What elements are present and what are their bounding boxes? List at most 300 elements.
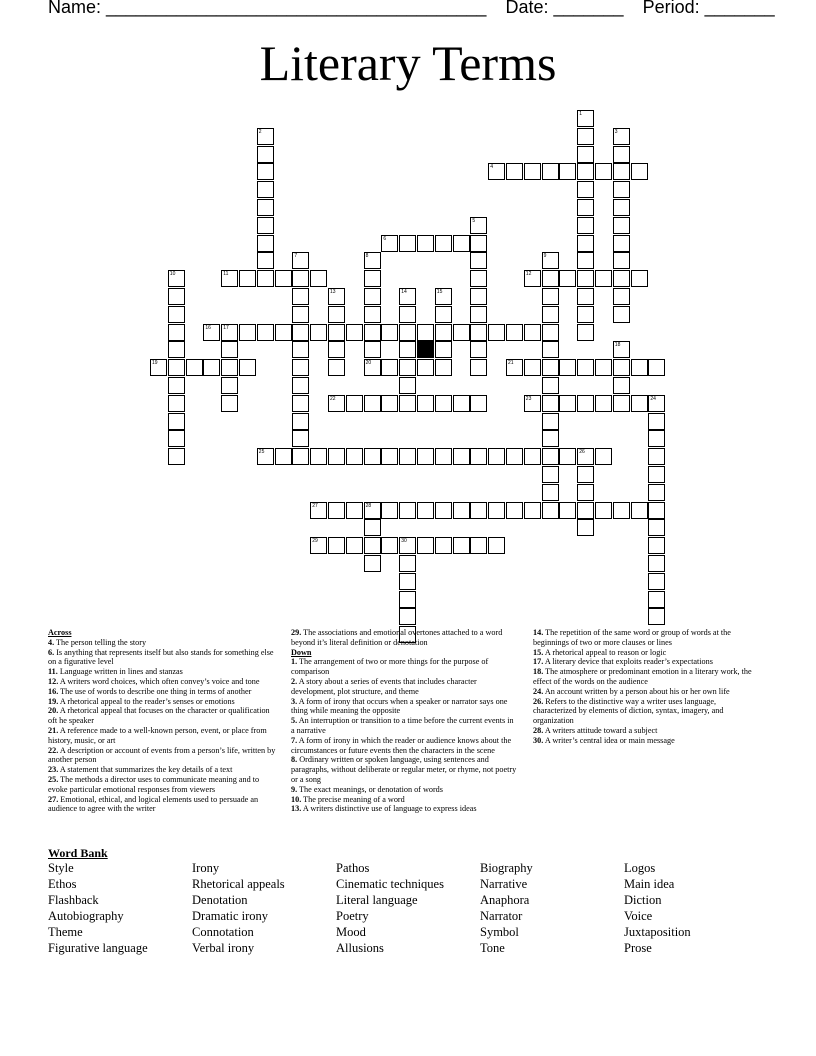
crossword-cell[interactable] [399,555,416,572]
crossword-cell[interactable] [168,341,185,358]
clues-column-2 [291,628,519,814]
crossword-cell[interactable] [613,163,630,180]
crossword-cell[interactable] [613,359,630,376]
crossword-cell[interactable] [613,217,630,234]
crossword-cell[interactable] [542,448,559,465]
crossword-cell[interactable] [470,306,487,323]
crossword-cell[interactable] [239,324,256,341]
clue-number: 24 [650,395,656,402]
word-bank-item: Voice [624,909,653,923]
crossword-cell[interactable] [381,448,398,465]
clue-number: 13 [330,289,336,295]
crossword-cell[interactable] [275,270,292,287]
crossword-cell[interactable] [221,377,238,394]
clue-number: 4 [490,164,493,171]
word-bank-item: Verbal irony [192,941,255,955]
crossword-cell[interactable] [524,395,541,412]
crossword-cell[interactable] [381,359,398,376]
crossword-cell[interactable] [506,163,523,180]
crossword-cell[interactable] [257,217,274,234]
crossword-cell[interactable] [381,395,398,412]
crossword-cell[interactable] [435,448,452,465]
crossword-cell[interactable] [595,270,612,287]
crossword-cell[interactable] [168,395,185,412]
crossword-cell[interactable] [577,502,594,519]
word-bank-title: Word Bank [48,846,108,860]
crossword-cell[interactable] [328,306,345,323]
crossword-cell[interactable] [559,448,576,465]
crossword-cell[interactable] [577,235,594,252]
crossword-cell[interactable] [292,430,309,447]
crossword-cell[interactable] [221,324,238,341]
crossword-cell[interactable] [168,377,185,394]
crossword-cell[interactable] [577,110,594,127]
word-bank-item: Pathos [336,861,370,875]
crossword-cell[interactable] [168,413,185,430]
clue-item: 6. Is anything that represents itself but also stands for something else on a figurative level [48,647,274,667]
clue-number: 18 [614,342,621,349]
word-bank-item: Theme [48,925,83,939]
crossword-cell[interactable] [613,199,630,216]
crossword-cell[interactable] [577,217,594,234]
crossword-cell[interactable] [470,341,487,358]
crossword-cell[interactable] [470,235,487,252]
clue-item: 4. The person telling the story [48,637,147,647]
crossword-cell[interactable] [453,235,470,252]
crossword-cell[interactable] [399,235,416,252]
crossword-cell[interactable] [470,502,487,519]
crossword-cell[interactable] [292,395,309,412]
crossword-cell[interactable] [346,537,363,554]
crossword-cell[interactable] [292,359,309,376]
crossword-cell[interactable] [328,537,345,554]
word-bank-item: Cinematic techniques [336,877,444,891]
crossword-cell[interactable] [524,324,541,341]
name-field[interactable]: Name: ______________________________________ [48,0,487,17]
crossword-cell[interactable] [524,448,541,465]
clue-item: 10. The precise meaning of a word [291,794,405,804]
crossword-cell[interactable] [257,324,274,341]
crossword-cell[interactable] [221,341,238,358]
crossword-cell[interactable] [399,395,416,412]
crossword-cell[interactable] [577,484,594,501]
crossword-cell[interactable] [542,341,559,358]
crossword-cell[interactable] [417,359,434,376]
crossword-cell[interactable] [542,270,559,287]
crossword-cell[interactable] [648,519,665,536]
crossword-cell[interactable] [168,359,185,376]
crossword-cell[interactable] [257,146,274,163]
crossword-cell[interactable] [381,235,398,252]
crossword-cell[interactable] [470,324,487,341]
crossword-cell[interactable] [453,395,470,412]
crossword-cell[interactable] [257,163,274,180]
crossword-cell[interactable] [399,537,416,554]
crossword-cell[interactable] [257,252,274,269]
crossword-cell[interactable] [613,128,630,145]
crossword-cell[interactable] [453,502,470,519]
crossword-cell[interactable] [399,448,416,465]
clue-item: 25. The methods a director uses to communicate meaning and to evoke particular emotional responses from viewers [48,774,260,794]
crossword-cell[interactable] [417,395,434,412]
crossword-cell[interactable] [292,252,309,269]
crossword-cell[interactable] [168,288,185,305]
crossword-cell[interactable] [203,324,220,341]
crossword-cell[interactable] [506,324,523,341]
word-bank-item: Tone [480,941,505,955]
crossword-cell[interactable] [399,591,416,608]
clue-item: 24. An account written by a person about his or her own life [533,686,730,696]
clue-item: 9. The exact meanings, or denotation of words [291,784,443,794]
crossword-cell[interactable] [648,591,665,608]
clue-item: 23. A statement that summarizes the key details of a text [48,765,233,775]
clue-item: 5. An interruption or transition to a time before the current events in a narrative [291,716,514,735]
crossword-cell[interactable] [364,306,381,323]
crossword-cell[interactable] [275,448,292,465]
crossword-cell[interactable] [364,519,381,536]
crossword-cell[interactable] [435,306,452,323]
word-bank-item: Juxtaposition [624,925,691,939]
crossword-cell[interactable] [648,448,665,465]
word-bank-item: Main idea [624,877,675,891]
word-bank-item: Connotation [192,925,254,939]
crossword-cell[interactable] [186,359,203,376]
clue-number: 5 [472,217,476,224]
crossword-cell[interactable] [364,252,381,269]
crossword-cell[interactable] [381,537,398,554]
crossword-cell[interactable] [399,306,416,323]
crossword-cell[interactable] [346,448,363,465]
crossword-cell[interactable] [453,537,470,554]
crossword-cell[interactable] [399,288,416,305]
period-field[interactable]: Period: _______ [642,0,775,17]
crossword-cell[interactable] [595,359,612,376]
crossword-cell[interactable] [292,288,309,305]
clue-number: 28 [365,502,372,509]
clue-item: 12. A writers word choices, which often convey’s voice and tone [48,676,260,686]
crossword-cell[interactable] [435,502,452,519]
crossword-cell[interactable] [595,163,612,180]
crossword-cell[interactable] [559,270,576,287]
crossword-cell[interactable] [470,359,487,376]
crossword-cell[interactable] [577,306,594,323]
word-bank-item: Figurative language [48,941,148,955]
crossword-cell[interactable] [417,537,434,554]
crossword-cell[interactable] [221,270,238,287]
crossword-cell[interactable] [364,324,381,341]
crossword-cell[interactable] [542,430,559,447]
crossword-cell[interactable] [524,502,541,519]
clue-number: 11 [223,271,229,278]
crossword-cell[interactable] [399,608,416,625]
clue-item: 20. A rhetorical appeal that focuses on the character or qualification oft he speaker [48,706,270,726]
crossword-cell[interactable] [488,324,505,341]
word-bank-item: Logos [624,861,656,875]
crossword-cell[interactable] [292,377,309,394]
crossword-cell[interactable] [435,288,452,305]
clue-item: 27. Emotional, ethical, and logical elements used to persuade an audience to agree with the writer [48,794,259,814]
crossword-cell[interactable] [417,448,434,465]
crossword-cell[interactable] [292,306,309,323]
crossword-cell[interactable] [310,502,327,519]
crossword-cell[interactable] [613,235,630,252]
header-fields [48,0,789,18]
crossword-cell[interactable] [257,235,274,252]
crossword-cell[interactable] [399,573,416,590]
crossword-cell[interactable] [168,270,185,287]
crossword-cell[interactable] [577,128,594,145]
crossword-cell[interactable] [310,537,327,554]
crossword-cell[interactable] [542,377,559,394]
crossword-cell[interactable] [417,502,434,519]
crossword-cell[interactable] [292,448,309,465]
crossword-cell[interactable] [470,288,487,305]
crossword-cell[interactable] [364,448,381,465]
crossword-cell[interactable] [150,359,167,376]
crossword-cell[interactable] [542,413,559,430]
clue-item: 26. Refers to the distinctive way a writer uses language, characterized by elements of diction, syntax, imagery, and organization [533,696,724,726]
clue-number: 23 [525,395,532,402]
crossword-cell[interactable] [470,252,487,269]
crossword-cell[interactable] [631,502,648,519]
crossword-cell[interactable] [542,306,559,323]
crossword-cell[interactable] [577,448,594,465]
clue-item: 19. A rhetorical appeal to the reader’s senses or emotions [48,696,235,706]
crossword-cell[interactable] [328,359,345,376]
crossword-cell[interactable] [613,502,630,519]
crossword-cell[interactable] [542,502,559,519]
crossword-cell[interactable] [631,359,648,376]
clue-item: 18. The atmosphere or predominant emotion in a literary work, the effect of the words on the audience [533,667,752,686]
crossword-cell[interactable] [257,270,274,287]
crossword-cell[interactable] [257,181,274,198]
crossword-cell[interactable] [595,395,612,412]
crossword-cell[interactable] [364,341,381,358]
crossword-cell[interactable] [328,502,345,519]
crossword-cell[interactable] [613,306,630,323]
crossword-cell[interactable] [364,555,381,572]
clue-item: 7. A form of irony in which the reader or audience knows about the circumstances or future events then the characters in the scene [291,735,512,755]
crossword-cell[interactable] [577,324,594,341]
crossword-cell[interactable] [328,395,345,412]
crossword-cell[interactable] [328,448,345,465]
crossword-cell[interactable] [613,377,630,394]
crossword-cell[interactable] [435,324,452,341]
crossword-cell[interactable] [203,359,220,376]
crossword-cell[interactable] [435,359,452,376]
word-bank-item: Rhetorical appeals [192,877,285,891]
crossword-cell[interactable] [524,359,541,376]
crossword-cell[interactable] [524,270,541,287]
crossword-cell[interactable] [542,466,559,483]
crossword-cell[interactable] [577,252,594,269]
crossword-cell[interactable] [542,288,559,305]
crossword-cell[interactable] [648,466,665,483]
crossword-cell[interactable] [257,448,274,465]
crossword-cell[interactable] [364,502,381,519]
crossword-cell[interactable] [292,324,309,341]
crossword-cell[interactable] [328,341,345,358]
crossword-cell[interactable] [648,555,665,572]
crossword-cell[interactable] [577,359,594,376]
crossword-cell[interactable] [310,324,327,341]
crossword-cell[interactable] [613,341,630,358]
crossword-cell[interactable] [328,288,345,305]
crossword-cell[interactable] [292,413,309,430]
word-bank-item: Narrator [480,909,523,923]
crossword-cell[interactable] [542,359,559,376]
crossword-cell[interactable] [613,395,630,412]
crossword-cell[interactable] [310,270,327,287]
crossword-cell[interactable] [559,163,576,180]
crossword-cell[interactable] [453,324,470,341]
crossword-cell[interactable] [399,359,416,376]
crossword-cell[interactable] [399,324,416,341]
crossword-cell[interactable] [648,537,665,554]
crossword-cell[interactable] [364,537,381,554]
crossword-cell[interactable] [542,395,559,412]
crossword-cell[interactable] [257,128,274,145]
crossword-cell[interactable] [648,413,665,430]
word-bank-item: Biography [480,861,533,875]
crossword-cell[interactable] [310,448,327,465]
crossword-cell[interactable] [506,448,523,465]
crossword-cell[interactable] [346,395,363,412]
crossword-cell[interactable] [399,502,416,519]
crossword-cell[interactable] [577,163,594,180]
crossword-cell[interactable] [453,448,470,465]
word-bank-item: Denotation [192,893,248,907]
crossword-cell[interactable] [577,199,594,216]
crossword-cell[interactable] [381,502,398,519]
crossword-cell[interactable] [506,359,523,376]
word-bank-item: Anaphora [480,893,530,907]
crossword-cell[interactable] [435,537,452,554]
crossword-cell[interactable] [435,395,452,412]
clue-number: 2 [258,128,262,135]
crossword-cell[interactable] [648,502,665,519]
crossword-cell[interactable] [488,537,505,554]
crossword-cell[interactable] [595,448,612,465]
crossword-cell[interactable] [239,359,256,376]
clue-item: 3. A form of irony that occurs when a speaker or narrator says one thing while meaning the opposite [291,696,508,716]
word-bank-item: Allusions [336,941,384,955]
crossword-cell[interactable] [542,163,559,180]
word-bank-item: Prose [624,941,652,955]
crossword-cell[interactable] [292,270,309,287]
crossword-cell[interactable] [381,324,398,341]
crossword-cell[interactable] [364,395,381,412]
crossword-cell[interactable] [221,395,238,412]
crossword-cell[interactable] [613,146,630,163]
crossword-cell[interactable] [613,181,630,198]
crossword-cell[interactable] [648,395,665,412]
crossword-cell[interactable] [488,502,505,519]
crossword-cell[interactable] [524,163,541,180]
crossword-cell[interactable] [470,217,487,234]
crossword-cell[interactable] [364,270,381,287]
crossword-cell[interactable] [257,199,274,216]
crossword-cell[interactable] [613,288,630,305]
crossword-cell[interactable] [559,395,576,412]
crossword-cell[interactable] [275,324,292,341]
crossword-cell[interactable] [346,502,363,519]
crossword-cell[interactable] [577,395,594,412]
crossword-cell[interactable] [577,466,594,483]
crossword-cell[interactable] [470,270,487,287]
date-field[interactable]: Date: _______ [505,0,624,17]
crossword-cell[interactable] [631,270,648,287]
crossword-cell[interactable] [613,252,630,269]
crossword-cell[interactable] [399,341,416,358]
crossword-cell[interactable] [488,163,505,180]
crossword-cell[interactable] [613,270,630,287]
crossword-cell[interactable] [648,430,665,447]
crossword-cell[interactable] [168,324,185,341]
clue-number: 15 [436,289,443,295]
word-bank [48,860,768,956]
crossword-cell[interactable] [470,395,487,412]
crossword-cell[interactable] [168,306,185,323]
crossword-cell[interactable] [346,324,363,341]
crossword-cell[interactable] [542,252,559,269]
crossword-cell[interactable] [577,519,594,536]
crossword-cell[interactable] [292,341,309,358]
crossword-cell[interactable] [470,448,487,465]
crossword-cell[interactable] [435,235,452,252]
clue-number: 6 [383,235,387,242]
crossword-cell[interactable] [542,484,559,501]
crossword-cell[interactable] [577,146,594,163]
crossword-cell[interactable] [417,235,434,252]
down-heading: Down [291,647,312,657]
crossword-cell[interactable] [488,448,505,465]
crossword-cell[interactable] [595,502,612,519]
crossword-cell[interactable] [239,270,256,287]
crossword-cell[interactable] [559,502,576,519]
crossword-cell[interactable] [542,324,559,341]
crossword-cell[interactable] [631,163,648,180]
crossword-cell[interactable] [470,537,487,554]
word-bank-item: Narrative [480,877,528,891]
crossword-cell[interactable] [577,270,594,287]
crossword-cell[interactable] [364,288,381,305]
crossword-cell[interactable] [506,502,523,519]
crossword-cell[interactable] [648,573,665,590]
crossword-cell[interactable] [648,608,665,625]
crossword-cell[interactable] [577,181,594,198]
clue-number: 1 [579,111,582,117]
crossword-cell[interactable] [417,324,434,341]
crossword-cell[interactable] [435,341,452,358]
clue-item: 30. A writer’s central idea or main message [533,735,675,745]
crossword-cell[interactable] [364,359,381,376]
crossword-cell[interactable] [221,359,238,376]
clue-item: 28. A writers attitude toward a subject [533,725,658,735]
crossword-cell[interactable] [168,448,185,465]
clue-item: 14. The repetition of the same word or group of words at the beginnings of two or more clauses or lines [533,628,731,647]
crossword-cell[interactable] [648,484,665,501]
crossword-cell[interactable] [631,395,648,412]
crossword-cell[interactable] [399,377,416,394]
crossword-cell[interactable] [168,430,185,447]
crossword-cell[interactable] [648,359,665,376]
crossword-cell[interactable] [328,324,345,341]
crossword-cell[interactable] [577,288,594,305]
crossword-cell[interactable] [559,359,576,376]
word-bank-item: Diction [624,893,662,907]
clue-item: 11. Language written in lines and stanzas [48,667,183,677]
